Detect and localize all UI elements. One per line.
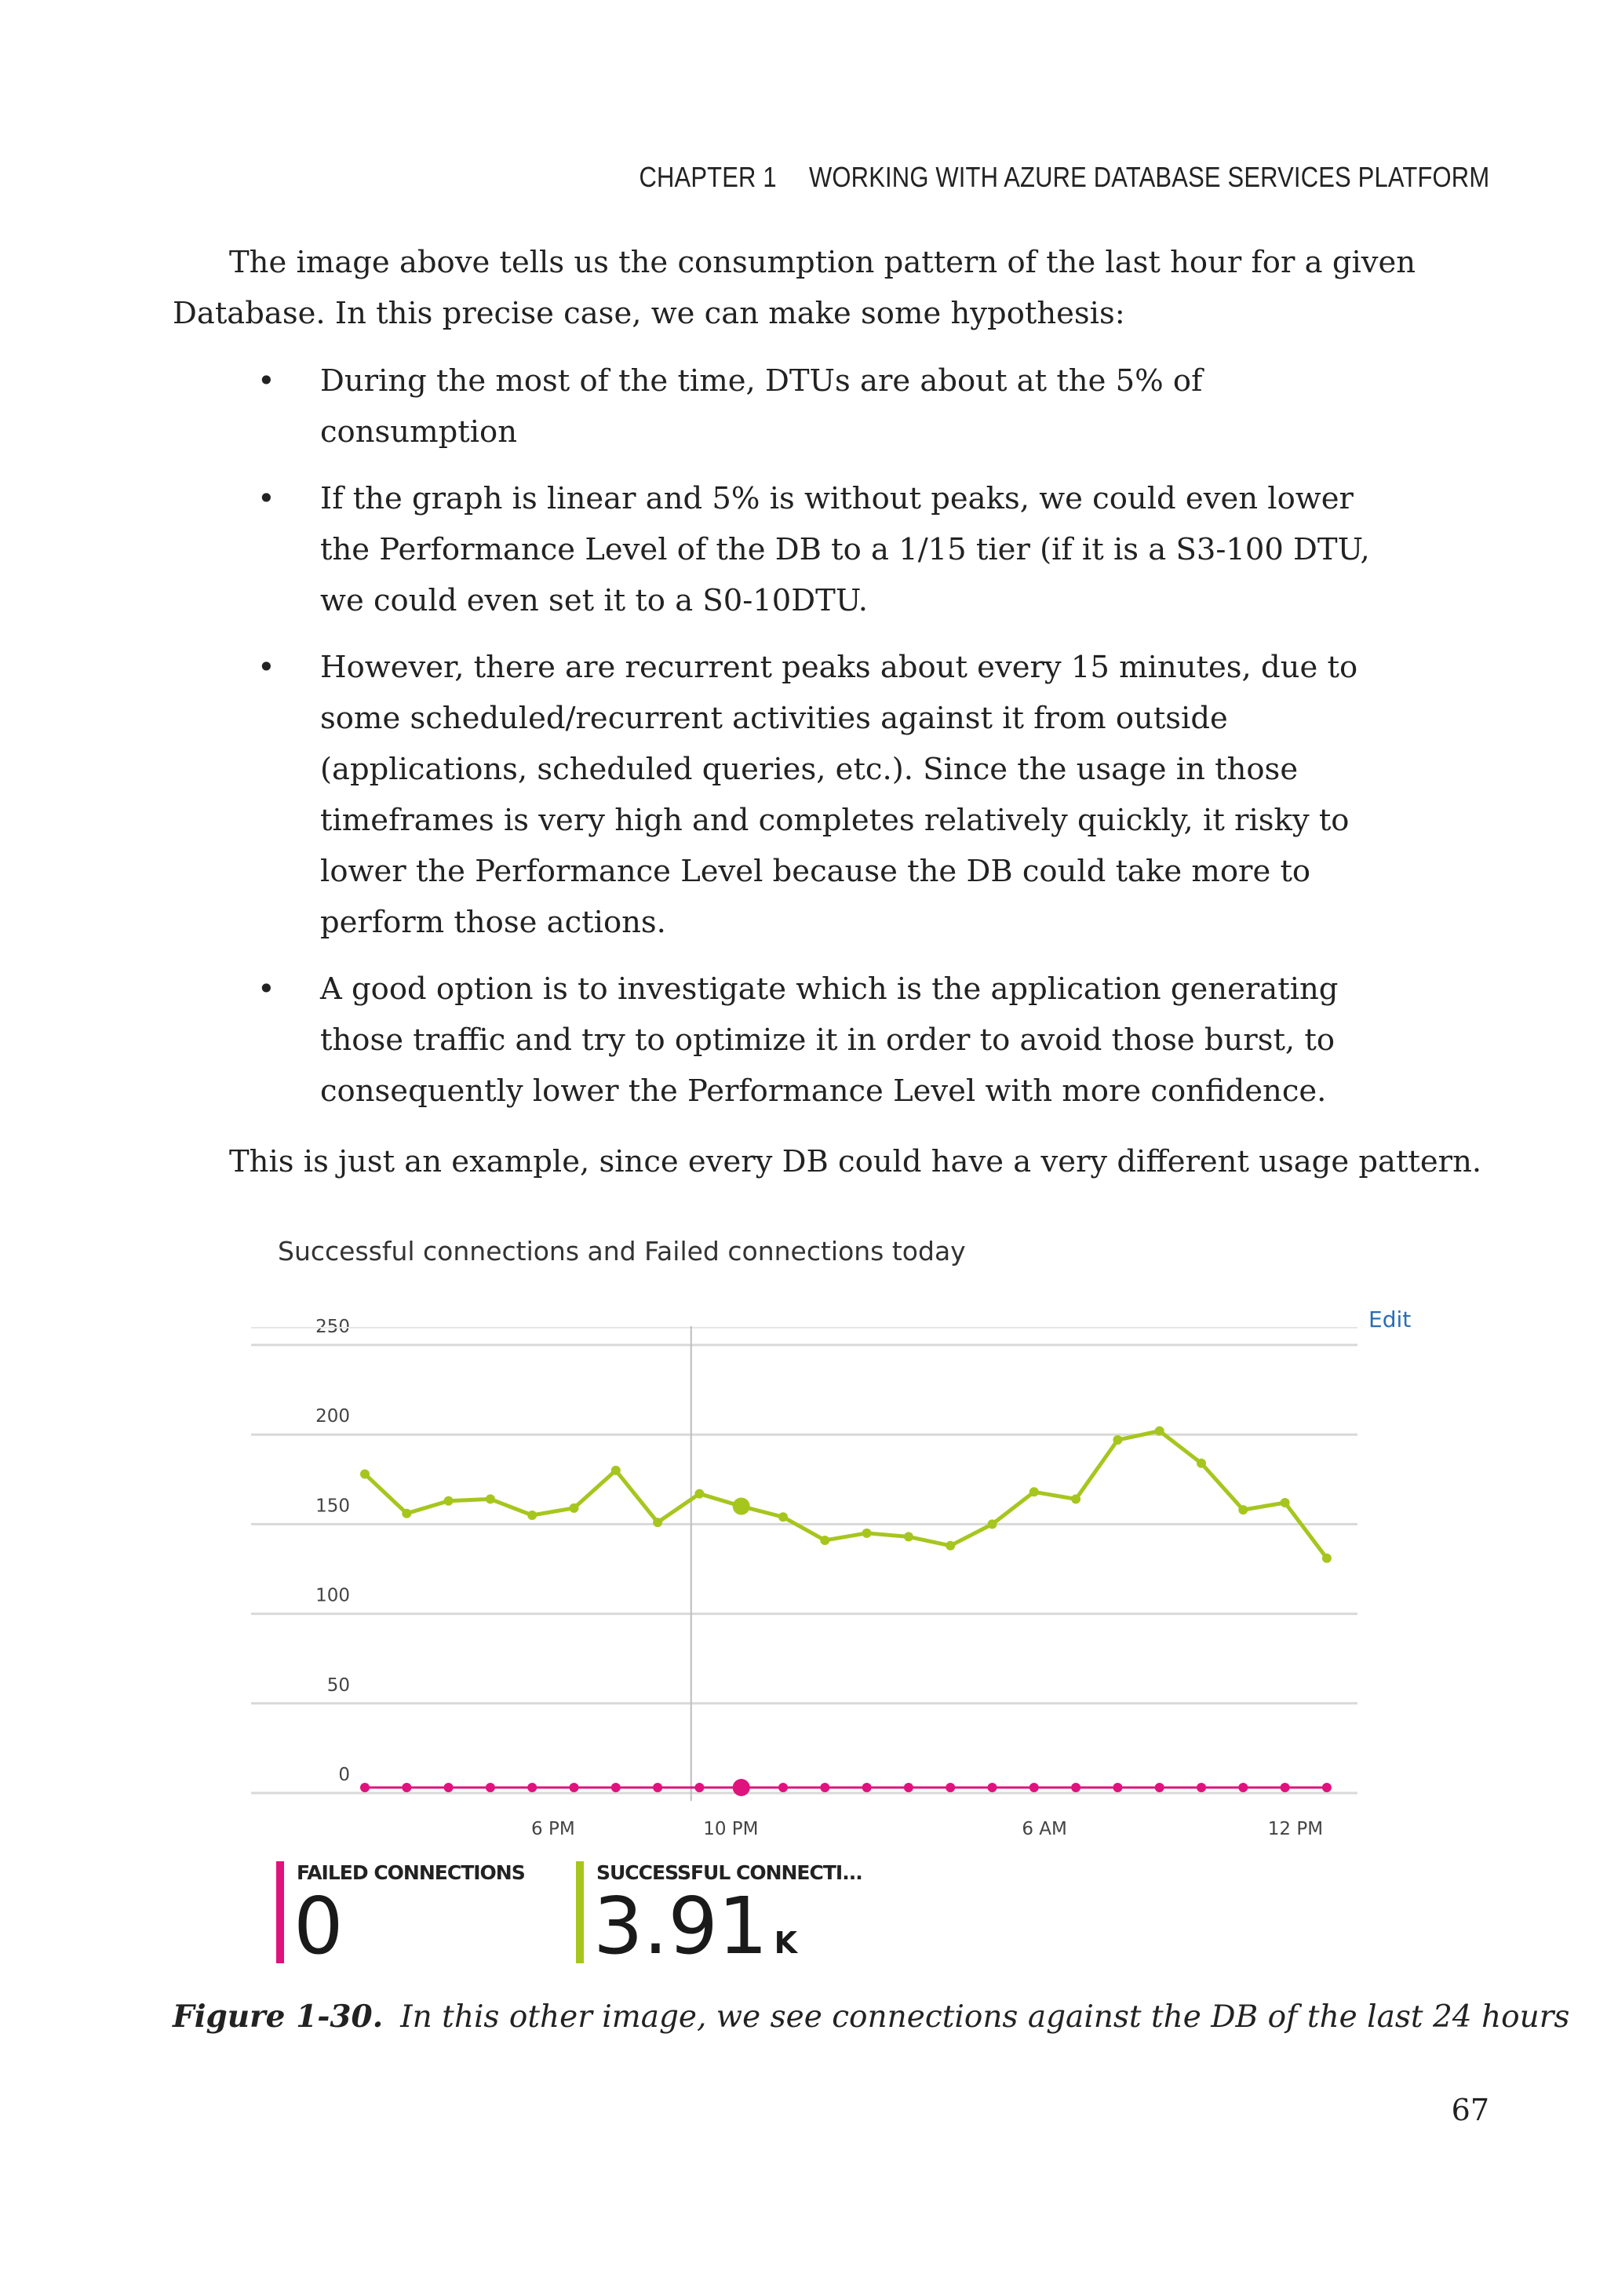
data-point [527,1783,537,1792]
outro-paragraph: This is just an example, since every DB could have a very different usage pattern. [229,1144,1482,1179]
bullet-icon: • [257,971,275,1007]
data-point [862,1529,872,1538]
data-point [1029,1487,1039,1496]
data-point [1113,1783,1122,1792]
data-point [988,1783,997,1792]
data-point [653,1518,662,1527]
data-point [570,1783,579,1792]
list-item: • However, there are recurrent peaks about every 15 minutes, due to some scheduled/recurrent activities against it from outside (applications, scheduled queries, etc.). Since the usage in those timeframes is very high and completes relatively quickly, it risky to lower the Performance Level because the DB could take more to perform those actions. [257,642,1387,948]
data-point [402,1509,411,1518]
data-point [1113,1435,1122,1445]
y-tick-label: 150 [315,1496,350,1517]
chart-title: Successful connections and Failed connections today [278,1236,966,1266]
bullet-icon: • [257,650,275,685]
data-point [733,1779,750,1796]
y-tick-label: 100 [315,1585,350,1606]
data-point [527,1511,537,1520]
data-point [611,1466,621,1475]
data-point [1197,1783,1206,1792]
data-point [1029,1783,1039,1792]
successful-color-bar [576,1861,584,1963]
data-point [570,1503,579,1513]
series-line [365,1431,1327,1558]
x-tick-label: 10 PM [703,1819,759,1839]
data-point [653,1783,662,1792]
data-point [360,1469,370,1478]
list-item: • If the graph is linear and 5% is without peaks, we could even lower the Performance Level of the DB to a 1/15 tier (if it is a S3-100 DTU, we could even set it to a S0-10DTU. [257,473,1387,626]
page-number: 67 [1451,2093,1489,2127]
data-point [778,1783,788,1792]
data-point [988,1519,997,1529]
data-point [1071,1783,1080,1792]
data-point [444,1496,454,1506]
data-point [778,1512,788,1522]
bullet-icon: • [257,481,275,516]
data-point [1322,1554,1332,1563]
x-tick-label: 12 PM [1267,1819,1324,1839]
data-point [946,1783,955,1792]
data-point [862,1783,872,1792]
data-point [1322,1783,1332,1792]
data-point [1155,1783,1164,1792]
intro-paragraph: The image above tells us the consumption pattern of the last hour for a given Database. In this precise case, we can make some hypothesis: [173,245,1416,331]
data-point [820,1536,829,1545]
data-point [904,1783,913,1792]
list-item: • A good option is to investigate which is the application generating those traffic and try to optimize it in order to avoid those burst, to consequently lower the Performance Level with more confidence. [257,964,1387,1117]
hypothesis-list [257,355,1387,1132]
data-point [486,1494,495,1503]
figure-caption [173,1999,1570,2035]
data-point [820,1783,829,1792]
data-point [1071,1494,1080,1503]
y-tick-label: 50 [326,1675,350,1696]
bullet-icon: • [257,363,275,399]
figure-number: Figure 1-30. [173,1999,384,2035]
data-point [611,1783,621,1792]
data-point [444,1783,454,1792]
x-tick-label: 6 AM [1022,1819,1067,1839]
y-tick-label: 0 [338,1765,350,1785]
data-point [694,1783,704,1792]
data-point [1155,1427,1164,1436]
caption-text: In this other image, we see connections against the DB of the last 24 hours [400,1999,1570,2035]
failed-connections-label: FAILED CONNECTIONS [297,1861,525,1884]
connections-chart [251,1204,1444,1989]
y-tick-label: 200 [315,1406,350,1427]
failed-connections-value: 0 [293,1880,344,1972]
data-point [1281,1783,1290,1792]
failed-color-bar [276,1861,284,1963]
data-point [1281,1498,1290,1507]
chart-plot [251,1204,1444,1864]
successful-connections-label: SUCCESSFUL CONNECTI... [596,1861,862,1884]
successful-connections-value: 3.91 K [593,1880,798,1972]
list-item: • During the most of the time, DTUs are about at the 5% of consumption [257,355,1387,457]
data-point [402,1783,411,1792]
data-point [1238,1505,1248,1514]
chapter-title: WORKING WITH AZURE DATABASE SERVICES PLATFORM [808,161,1489,193]
chapter-label: CHAPTER 1 [639,161,777,193]
data-point [904,1532,913,1541]
data-point [1238,1783,1248,1792]
data-point [486,1783,495,1792]
data-point [946,1541,955,1551]
running-header [639,161,1489,194]
data-point [360,1783,370,1792]
edit-link[interactable]: Edit [1368,1307,1412,1332]
data-point [733,1498,750,1515]
y-tick-label: 250 [315,1317,350,1337]
x-tick-label: 6 PM [531,1819,575,1839]
data-point [694,1489,704,1499]
data-point [1197,1459,1206,1468]
